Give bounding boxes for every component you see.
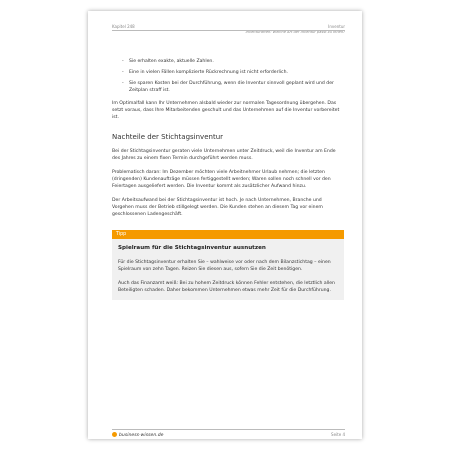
list-item: - Sie erhalten exakte, aktuelle Zahlen. (122, 58, 344, 65)
list-item: - Sie sparen Kosten bei der Durchführung, wenn die Inventur sinnvoll geplant wird und der Zeitplan straff ist. (122, 80, 344, 94)
paragraph: Der Arbeitsaufwand bei der Stichtagsinventur ist hoch. Je nach Unternehmen, Branche und Vorgehen muss der Betrieb stillgelegt werden. Die Kunden stehen an diesem Tag vor einem geschlossenen Ladengeschäft. (112, 198, 323, 217)
tip-title: Spielraum für die Stichtagsinventur ausnutzen (118, 245, 266, 251)
document-page (88, 11, 362, 439)
tip-box (112, 230, 344, 300)
page-content (112, 58, 344, 300)
list-item: - Eine in vielen Fällen komplizierte Rückrechnung ist nicht erforderlich. (122, 69, 344, 76)
paragraph: Im Optimalfall kann Ihr Unternehmen alsbald wieder zur normalen Tagesordnung übergehen. Das setzt voraus, dass Ihre Mitarbeitenden geschult und das Unternehmen auf die Inventur vorbereitet ist. (112, 101, 340, 120)
chapter-label: Kapitel 248 (112, 24, 135, 29)
footer-logo (112, 432, 163, 438)
paragraph: Bei der Stichtagsinventur geraten viele Unternehmen unter Zeitdruck, weil die Inventur am Ende des Jahres zu einem fixen Termin durchgeführt werden muss. (112, 149, 336, 161)
header-divider (112, 30, 345, 31)
header-subtitle: Inventurarten: Welche Art der Inventur passt zu Ihnen? (245, 30, 345, 34)
tip-body (112, 239, 344, 300)
header-topic: Inventur (328, 24, 345, 29)
tip-paragraph: Auch das Finanzamt weiß: Bei zu hohem Zeitdruck können Fehler entstehen, die letztlich allen Beteiligten schaden. Daher bekommen Unternehmen etwas mehr Zeit für die Durchführung. (118, 281, 335, 293)
tip-paragraph: Für die Stichtagsinventur erhalten Sie – wahlweise vor oder nach dem Bilanzstichtag – einen Spielraum von zehn Tagen. Reizen Sie diesen aus, sofern Sie die Zeit benötigen. (118, 260, 331, 272)
logo-dot-icon (112, 432, 117, 437)
tip-label: Tipp (112, 230, 344, 239)
advantages-list (122, 58, 344, 94)
page-number: Seite 4 (331, 432, 345, 437)
footer-divider (112, 429, 345, 430)
section-heading: Nachteile der Stichtagsinventur (112, 133, 224, 141)
logo-text: business-wissen.de (119, 433, 164, 438)
paragraph: Problematisch daran: Im Dezember möchten viele Arbeitnehmer Urlaub nehmen; die letzten (dringenden) Kundenaufträge müssen fertiggestellt werden; Waren sollen noch schnell vor den Feiertagen ausgeliefert werden. Die Inventur kommt als zusätzlicher Aufwand hinzu. (112, 170, 331, 189)
